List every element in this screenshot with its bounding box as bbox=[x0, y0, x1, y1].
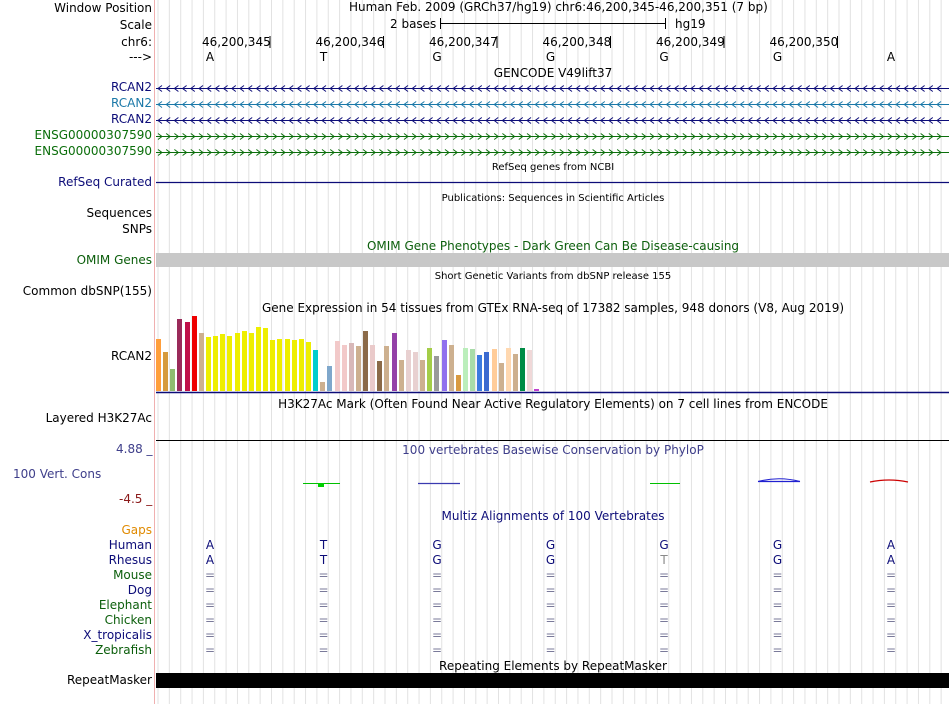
scale-assembly-text: hg19 bbox=[675, 17, 706, 31]
gencode-track-label[interactable]: RCAN2 bbox=[111, 80, 152, 94]
omim-track-title: OMIM Gene Phenotypes - Dark Green Can Be Disease-causing bbox=[366, 239, 740, 253]
multiz-base: = bbox=[658, 583, 670, 597]
multiz-base: = bbox=[204, 613, 216, 627]
window-position-text: Human Feb. 2009 (GRCh37/hg19) chr6:46,200,345-46,200,351 (7 bp) bbox=[349, 0, 768, 14]
position-label: 46,200,350 bbox=[769, 35, 839, 49]
position-label: 46,200,347 bbox=[429, 35, 498, 49]
phylop-marks bbox=[303, 479, 908, 487]
multiz-base: = bbox=[545, 583, 556, 597]
multiz-base: T bbox=[660, 553, 668, 567]
multiz-species-label[interactable]: Elephant bbox=[98, 598, 152, 612]
gene-model-line bbox=[156, 102, 949, 108]
multiz-base: G bbox=[545, 538, 556, 552]
gene-model-line bbox=[156, 86, 949, 92]
gencode-track-title: GENCODE V49lift37 bbox=[493, 66, 613, 80]
multiz-base: = bbox=[885, 583, 897, 597]
multiz-base: A bbox=[205, 538, 215, 552]
scale-bar bbox=[440, 18, 666, 29]
multiz-species-label[interactable]: X_tropicalis bbox=[83, 628, 152, 642]
position-label: 46,200,349 bbox=[656, 35, 725, 49]
publications-track-title: Publications: Sequences in Scientific Articles bbox=[441, 193, 665, 204]
phylop-track-title: 100 vertebrates Basewise Conservation by PhyloP bbox=[402, 443, 704, 457]
chrom-label: chr6: bbox=[121, 35, 152, 49]
position-label: 46,200,346 bbox=[315, 35, 385, 49]
multiz-base: = bbox=[772, 583, 783, 597]
multiz-base: = bbox=[431, 613, 443, 627]
gencode-track-label[interactable]: ENSG00000307590 bbox=[34, 144, 152, 158]
multiz-base: = bbox=[204, 568, 216, 582]
position-label: 46,200,348 bbox=[542, 35, 612, 49]
multiz-track-title: Multiz Alignments of 100 Vertebrates bbox=[441, 509, 665, 523]
multiz-base: = bbox=[658, 628, 670, 642]
multiz-base: T bbox=[319, 553, 328, 567]
dbsnp-track-title: Short Genetic Variants from dbSNP release 155 bbox=[434, 271, 672, 282]
scale-bases-text: 2 bases bbox=[390, 17, 437, 31]
reference-base: G bbox=[659, 50, 669, 64]
multiz-base: = bbox=[318, 568, 329, 582]
omim-label[interactable]: OMIM Genes bbox=[76, 253, 152, 267]
multiz-base: G bbox=[772, 553, 783, 567]
multiz-base: = bbox=[431, 598, 443, 612]
multiz-base: = bbox=[885, 628, 897, 642]
multiz-base: T bbox=[319, 538, 328, 552]
multiz-species-label[interactable]: Dog bbox=[127, 583, 152, 597]
omim-gene-bar bbox=[156, 253, 949, 267]
multiz-base: = bbox=[318, 628, 329, 642]
h3k27ac-label[interactable]: Layered H3K27Ac bbox=[45, 411, 152, 425]
multiz-base: = bbox=[772, 643, 783, 657]
multiz-base: G bbox=[432, 553, 442, 567]
gtex-track-title: Gene Expression in 54 tissues from GTEx RNA-seq of 17382 samples, 948 donors (V8, Aug 2019) bbox=[261, 301, 845, 315]
multiz-base: = bbox=[204, 643, 216, 657]
repeatmasker-label[interactable]: RepeatMasker bbox=[66, 673, 152, 687]
multiz-base: = bbox=[885, 613, 897, 627]
h3k27ac-track-title: H3K27Ac Mark (Often Found Near Active Regulatory Elements) on 7 cell lines from ENCODE bbox=[278, 397, 828, 411]
multiz-base: = bbox=[431, 583, 443, 597]
position-label: 46,200,345 bbox=[202, 35, 271, 49]
phylop-min-label: -4.5 _ bbox=[119, 492, 153, 506]
gencode-track-label[interactable]: RCAN2 bbox=[111, 112, 152, 126]
repeatmasker-track-title: Repeating Elements by RepeatMasker bbox=[439, 659, 667, 673]
multiz-base: = bbox=[658, 613, 670, 627]
multiz-base: = bbox=[545, 568, 556, 582]
multiz-base: = bbox=[431, 643, 443, 657]
phylop-max-label: 4.88 _ bbox=[116, 442, 153, 456]
phylop-label[interactable]: 100 Vert. Cons bbox=[13, 467, 102, 481]
multiz-base: = bbox=[318, 598, 329, 612]
multiz-base: G bbox=[659, 538, 669, 552]
multiz-base: = bbox=[885, 568, 897, 582]
multiz-base: = bbox=[772, 568, 783, 582]
multiz-base: = bbox=[318, 583, 329, 597]
gtex-label[interactable]: RCAN2 bbox=[111, 349, 152, 363]
multiz-base: = bbox=[545, 643, 556, 657]
repeatmasker-bar bbox=[156, 673, 949, 688]
multiz-base: G bbox=[545, 553, 556, 567]
reference-base: T bbox=[319, 50, 328, 64]
multiz-base: A bbox=[886, 538, 896, 552]
gencode-track-label[interactable]: ENSG00000307590 bbox=[34, 128, 152, 142]
reference-base: G bbox=[432, 50, 442, 64]
multiz-base: = bbox=[431, 628, 443, 642]
gene-model-line bbox=[156, 118, 949, 124]
multiz-base: = bbox=[318, 643, 329, 657]
multiz-base: = bbox=[318, 613, 329, 627]
multiz-base: = bbox=[658, 598, 670, 612]
multiz-base: = bbox=[545, 598, 556, 612]
multiz-species-label[interactable]: Mouse bbox=[113, 568, 152, 582]
multiz-species-label[interactable]: Chicken bbox=[104, 613, 152, 627]
multiz-base: = bbox=[204, 598, 216, 612]
refseq-track-title: RefSeq genes from NCBI bbox=[491, 162, 615, 173]
multiz-base: G bbox=[772, 538, 783, 552]
gene-model-line bbox=[156, 150, 949, 156]
multiz-base: = bbox=[885, 598, 897, 612]
multiz-species-label[interactable]: Rhesus bbox=[108, 553, 152, 567]
reference-base: A bbox=[205, 50, 215, 64]
strand-label: ---> bbox=[128, 50, 152, 64]
multiz-base: = bbox=[658, 568, 670, 582]
gaps-label[interactable]: Gaps bbox=[121, 523, 152, 537]
multiz-base: = bbox=[204, 583, 216, 597]
reference-base: G bbox=[772, 50, 783, 64]
window-position-label: Window Position bbox=[54, 1, 152, 15]
multiz-base: G bbox=[432, 538, 442, 552]
gencode-track-label[interactable]: RCAN2 bbox=[111, 96, 152, 110]
refseq-label[interactable]: RefSeq Curated bbox=[58, 175, 152, 189]
multiz-base: = bbox=[545, 613, 556, 627]
dbsnp-label[interactable]: Common dbSNP(155) bbox=[22, 284, 152, 298]
multiz-base: = bbox=[431, 568, 443, 582]
gene-model-line bbox=[156, 134, 949, 140]
multiz-base: A bbox=[886, 553, 896, 567]
multiz-base: A bbox=[205, 553, 215, 567]
multiz-base: = bbox=[772, 628, 783, 642]
multiz-base: = bbox=[772, 613, 783, 627]
publications-label-snps[interactable]: SNPs bbox=[122, 222, 152, 236]
multiz-base: = bbox=[658, 643, 670, 657]
reference-base: A bbox=[886, 50, 896, 64]
multiz-species-label[interactable]: Human bbox=[108, 538, 152, 552]
multiz-base: = bbox=[545, 628, 556, 642]
publications-label-sequences[interactable]: Sequences bbox=[86, 206, 152, 220]
multiz-base: = bbox=[204, 628, 216, 642]
reference-base: G bbox=[545, 50, 556, 64]
multiz-species-label[interactable]: Zebrafish bbox=[95, 643, 152, 657]
multiz-base: = bbox=[885, 643, 897, 657]
scale-label: Scale bbox=[119, 18, 152, 32]
multiz-base: = bbox=[772, 598, 783, 612]
